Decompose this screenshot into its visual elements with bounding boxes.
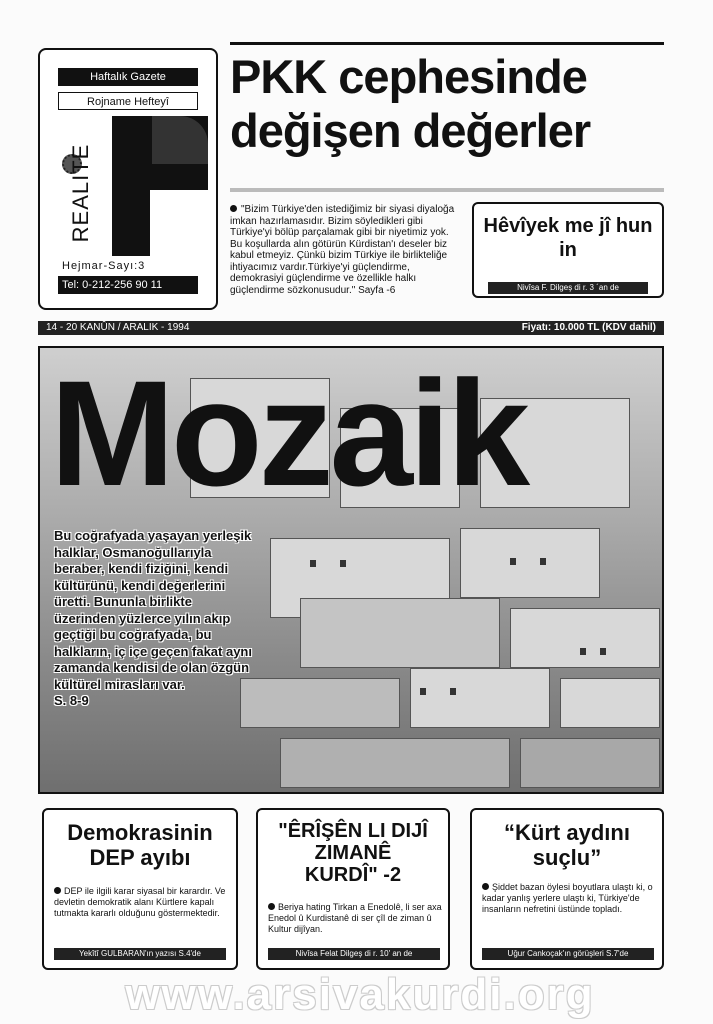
bottom-article-3	[470, 808, 664, 970]
bottom-article-2-text: Beriya hating Tirkan a Enedolê, li ser axa Enedol û Kurdistanê di ser çîl de ziman û Kultur dijîyan.	[268, 902, 442, 934]
window-shape	[580, 648, 586, 655]
bottom-article-2-credit: Nivîsa Felat Dilgeş di r. 10' an de	[268, 948, 440, 960]
house-shape	[460, 528, 600, 598]
lead-quote-page: Sayfa -6	[358, 284, 396, 296]
house-shape	[410, 668, 550, 728]
masthead-weekly-label: Haftalık Gazete	[58, 68, 198, 86]
bullet-icon	[230, 205, 237, 212]
bullet-icon	[482, 883, 489, 890]
window-shape	[420, 688, 426, 695]
masthead	[38, 48, 218, 310]
house-shape	[510, 608, 660, 668]
issue-price: Fiyatı: 10.000 TL (KDV dahil)	[521, 322, 656, 333]
logo-r-gap	[150, 190, 208, 256]
bullet-icon	[54, 887, 61, 894]
window-shape	[540, 558, 546, 565]
phone-number: Tel: 0-212-256 90 11	[58, 276, 198, 294]
bottom-article-2	[256, 808, 450, 970]
window-shape	[450, 688, 456, 695]
side-article-credit: Nivîsa F. Dilgeş di r. 3 ´an de	[488, 282, 648, 294]
bottom-article-1-title: Demokrasinin DEP ayıbı	[67, 820, 213, 870]
window-shape	[600, 648, 606, 655]
bullet-icon	[268, 903, 275, 910]
watermark: www.arsivakurdi.org	[125, 970, 595, 1019]
lead-quote	[230, 204, 460, 296]
bottom-article-1-credit: Yekîtî GULBARAN'ın yazısı S.4'de	[54, 948, 226, 960]
house-shape	[520, 738, 660, 788]
headline-top-rule	[230, 42, 664, 45]
side-article-title: Hêvîyek me jî hun in	[483, 215, 653, 261]
headline-line-1: PKK cephesinde	[230, 50, 587, 103]
bottom-article-1	[42, 808, 238, 970]
bottom-article-3-title: “Kürt aydını suçlu”	[504, 820, 630, 870]
photo-title: Mozaik	[50, 349, 527, 517]
photo-caption-text: Bu coğrafyada yaşayan yerleşik halklar, Osmanoğullarıyla beraber, kendi fiziğini, kendi kültürünü, kendi değerlerini üretti. Bununla birlikte üzerinden yüzlerce yılın akıp geçtiği bu coğrafyada, bu halkların, iç içe geçen fakat aynı zamanda kendisi de olan özgün kültürel mirasları var.	[54, 528, 252, 692]
window-shape	[310, 560, 316, 567]
newspaper-name	[66, 128, 96, 258]
bottom-article-2-body	[268, 902, 442, 935]
bottom-article-3-body	[482, 882, 656, 915]
house-shape	[280, 738, 510, 788]
side-article-box	[472, 202, 664, 298]
logo-r-bowl	[152, 116, 208, 164]
photo-caption-page: S. 8-9	[54, 693, 89, 708]
masthead-weekly-label-kurdish: Rojname Hefteyî	[58, 92, 198, 110]
house-shape	[300, 598, 500, 668]
house-shape	[560, 678, 660, 728]
issue-number: Hejmar-Sayı:3	[62, 260, 146, 272]
bottom-article-1-body	[54, 886, 228, 919]
window-shape	[340, 560, 346, 567]
house-shape	[240, 678, 400, 728]
lead-quote-text: "Bizim Türkiye'den istediğimiz bir siyasi diyaloğa imkan hazırlamasıdır. Bizim söyledikleri gibi Türkiye'yi bölüp parçalamak gibi bir niyetimiz yok. Bu koşullarda alın götürün Kürdistan'ı deseler biz kabul etmeyiz. Çünkü bizim Türkiye ile birlikteliğe ihtiyacımız vardır.Türkiye'yi güçlendirme, demokrasiyi güçlendirme ve özellikle halkı güçlendirme sözkonusudur."	[230, 204, 455, 296]
date-bar	[38, 321, 664, 335]
photo-caption	[54, 528, 254, 710]
issue-date: 14 - 20 KANÛN / ARALIK - 1994	[46, 322, 190, 333]
bottom-article-2-title: "ÊRÎŞÊN LI DIJÎ ZIMANÊ KURDÎ" -2	[278, 820, 428, 886]
newspaper-name-text: REALITE	[68, 143, 93, 243]
headline-line-2: değişen değerler	[230, 104, 591, 157]
window-shape	[510, 558, 516, 565]
bottom-article-3-text: Şiddet bazan öylesi boyutlara ulaştı ki, o kadar yanlış yerlere ulaştı ki, Türkiye'de insanların nefretini üstünde topladı.	[482, 882, 653, 914]
cover-photo	[38, 346, 664, 794]
bottom-article-3-credit: Uğur Cankoçak'ın görüşleri S.7'de	[482, 948, 654, 960]
headline-bottom-rule	[230, 188, 664, 192]
bottom-article-1-text: DEP ile ilgili karar siyasal bir karardır. Ve devletin demokratik alanı Kürtlere kapalı tutmakta kararlı olduğunu göstermektedir.	[54, 886, 226, 918]
main-headline	[230, 50, 664, 158]
